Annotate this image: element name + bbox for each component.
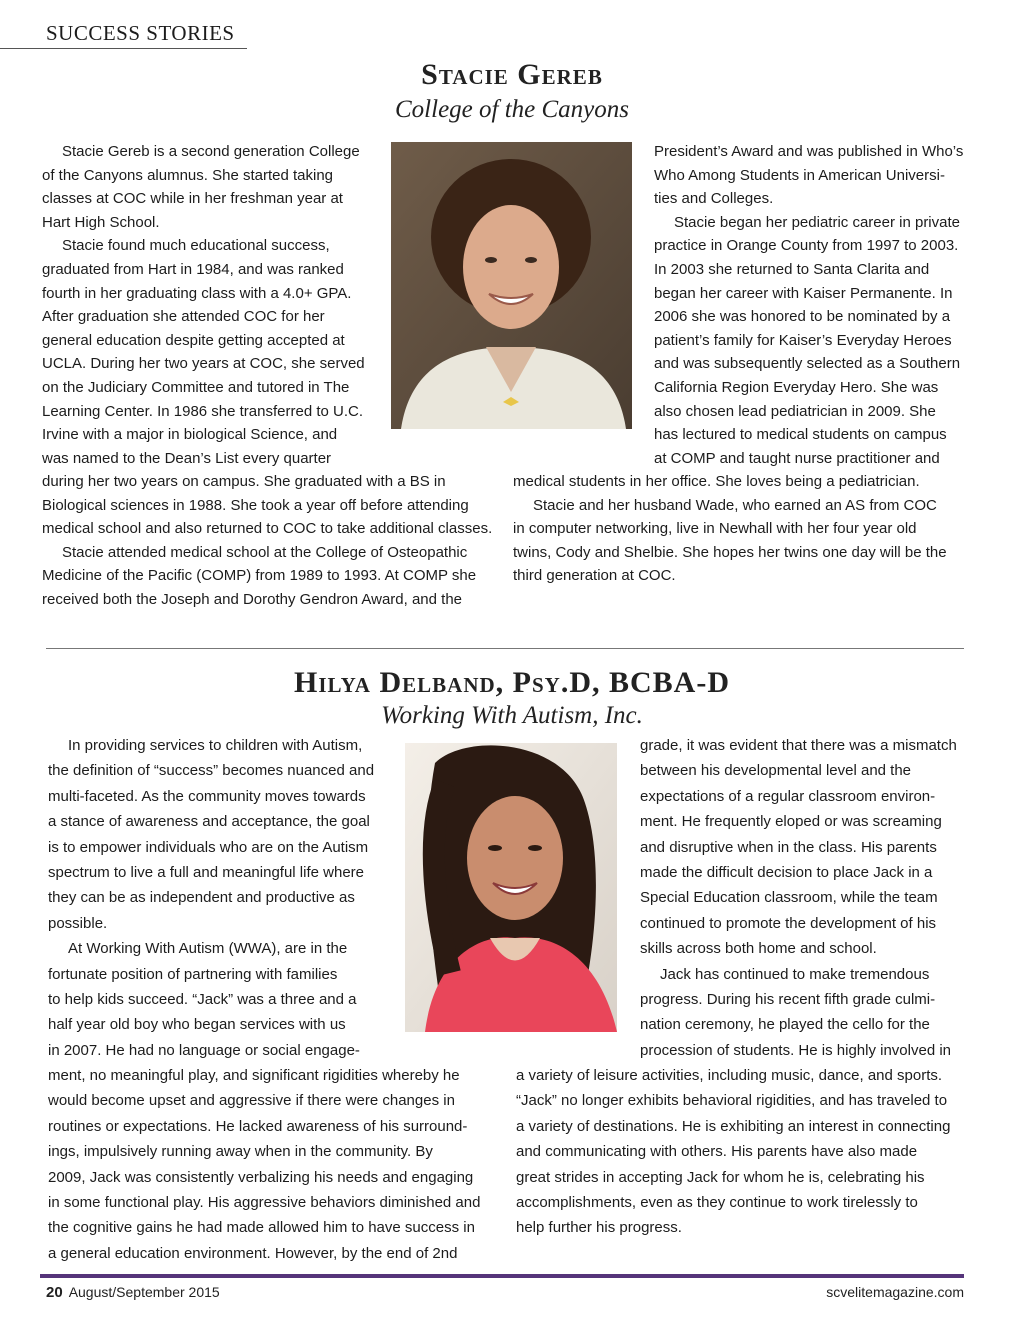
text-line: also chosen lead pediatrician in 2009. She bbox=[654, 402, 936, 420]
text-line: At Working With Autism (WWA), are in the bbox=[68, 940, 348, 958]
text-line: classes at COC while in her freshman year at bbox=[42, 190, 343, 208]
text-line: a stance of awareness and acceptance, the goal bbox=[48, 813, 370, 831]
text-line: multi-faceted. As the community moves towards bbox=[48, 787, 366, 805]
text-line: began her career with Kaiser Permanente. In bbox=[654, 284, 953, 302]
text-line: ment, no meaningful play, and significant rigidities whereby he bbox=[48, 1067, 460, 1084]
text-line: “Jack” no longer exhibits behavioral rigidities, and has traveled to bbox=[516, 1092, 948, 1110]
text-line: would become upset and aggressive if there were changes in bbox=[48, 1092, 455, 1110]
text-line: practice in Orange County from 1997 to 2003. bbox=[654, 237, 959, 255]
story2-left-wide-column bbox=[48, 1063, 495, 1266]
text-line: of the Canyons alumnus. She started taking bbox=[42, 166, 334, 184]
text-line: procession of students. He is highly involved in bbox=[640, 1041, 952, 1059]
section-divider bbox=[46, 648, 964, 649]
text-line: received both the Joseph and Dorothy Gendron Award, and the bbox=[42, 590, 463, 608]
text-line: during her two years on campus. She graduated with a BS in bbox=[42, 473, 446, 490]
text-line: and communicating with others. His parents have also made bbox=[516, 1143, 918, 1161]
text-line: general education despite getting accepted at bbox=[42, 331, 345, 349]
text-line: Biological sciences in 1988. She took a year off before attending bbox=[42, 496, 469, 514]
text-line: accomplishments, even as they continue to work tirelessly to bbox=[516, 1194, 918, 1212]
text-line: Jack has continued to make tremendous bbox=[660, 965, 930, 983]
text-line: 2006 she was honored to be nominated by a bbox=[654, 308, 951, 326]
text-line: a variety of destinations. He is exhibiting an interest in connecting bbox=[516, 1117, 951, 1135]
text-line: Stacie and her husband Wade, who earned an AS from COC bbox=[533, 496, 937, 514]
text-line: In providing services to children with Autism, bbox=[68, 737, 363, 754]
footer-bar bbox=[40, 1274, 964, 1278]
stacie-gereb-photo bbox=[391, 142, 632, 429]
page-number: 20 bbox=[46, 1284, 63, 1301]
text-line: California Region Everyday Hero. She was bbox=[654, 378, 939, 396]
text-line: a variety of leisure activities, including music, dance, and sports. bbox=[516, 1067, 943, 1084]
text-line: In 2003 she returned to Santa Clarita and bbox=[654, 260, 930, 278]
text-line: Who Among Students in American Universi- bbox=[654, 166, 945, 184]
text-line: 2009, Jack was consistently verbalizing his needs and engaging bbox=[48, 1168, 474, 1186]
text-line: fourth in her graduating class with a 4.0+ GPA. bbox=[42, 284, 352, 302]
text-line: graduated from Hart in 1984, and was ranked bbox=[42, 260, 344, 278]
text-line: routines or expectations. He lacked awareness of his surround- bbox=[48, 1117, 468, 1135]
text-line: continued to promote the development of his bbox=[640, 914, 937, 932]
text-line: ment. He frequently eloped or was screaming bbox=[640, 813, 942, 831]
issue-date: August/September 2015 bbox=[68, 1284, 220, 1300]
story1-right-wide-column bbox=[513, 470, 963, 588]
text-line: Hart High School. bbox=[42, 213, 160, 231]
text-line: medical school and also returned to COC to take additional classes. bbox=[42, 520, 493, 538]
text-line: Learning Center. In 1986 she transferred to U.C. bbox=[42, 402, 364, 420]
text-line: in some functional play. His aggressive behaviors diminished and bbox=[48, 1194, 481, 1212]
text-line: great strides in accepting Jack for whom he is, celebrating his bbox=[516, 1168, 925, 1186]
text-line: third generation at COC. bbox=[513, 567, 676, 585]
text-line: the definition of “success” becomes nuanced and bbox=[48, 762, 375, 780]
text-line: on the Judiciary Committee and tutored in The bbox=[42, 378, 350, 396]
text-line: they can be as independent and productive as bbox=[48, 889, 355, 907]
text-line: half year old boy who began services with us bbox=[48, 1016, 346, 1034]
story1-name: Stacie Gereb bbox=[421, 58, 603, 91]
text-line: medical students in her office. She loves being a pediatrician. bbox=[513, 473, 920, 490]
story2-right-wide-column bbox=[516, 1063, 963, 1241]
text-line: possible. bbox=[48, 914, 108, 932]
text-line: fortunate position of partnering with families bbox=[48, 965, 338, 983]
text-line: After graduation she attended COC for her bbox=[42, 308, 325, 326]
text-line: and was subsequently selected as a Southern bbox=[654, 355, 961, 373]
text-line: has lectured to medical students on campus bbox=[654, 426, 947, 444]
story1-left-wide-column bbox=[42, 470, 491, 612]
text-line: twins, Cody and Shelbie. She hopes her twins one day will be the bbox=[513, 543, 947, 561]
text-line: between his developmental level and the bbox=[640, 762, 912, 780]
text-line: progress. During his recent fifth grade culmi- bbox=[640, 991, 936, 1009]
text-line: Stacie found much educational success, bbox=[62, 237, 330, 255]
text-line: nation ceremony, he played the cello for the bbox=[640, 1016, 930, 1034]
text-line: grade, it was evident that there was a mismatch bbox=[640, 737, 957, 754]
text-line: skills across both home and school. bbox=[640, 940, 877, 958]
text-line: and disruptive when in the class. His parents bbox=[640, 838, 937, 856]
text-line: the cognitive gains he had made allowed him to have success in bbox=[48, 1219, 475, 1237]
text-line: made the difficult decision to place Jack in a bbox=[640, 864, 933, 882]
text-line: Special Education classroom, while the team bbox=[640, 889, 938, 907]
text-line: is to empower individuals who are on the Autism bbox=[48, 838, 369, 856]
footer-website: scvelitemagazine.com bbox=[826, 1284, 964, 1300]
text-line: in 2007. He had no language or social engage- bbox=[48, 1041, 360, 1059]
hilya-delband-photo bbox=[405, 743, 617, 1032]
text-line: at COMP and taught nurse practitioner and bbox=[654, 449, 940, 467]
story2-left-column bbox=[48, 733, 382, 1063]
text-line: Stacie began her pediatric career in private bbox=[674, 213, 960, 231]
text-line: in computer networking, live in Newhall with her four year old bbox=[513, 520, 917, 538]
text-line: President’s Award and was published in Who’s bbox=[654, 143, 964, 160]
story2-right-column bbox=[640, 733, 963, 1063]
story1-org: College of the Canyons bbox=[395, 96, 629, 123]
story2-org: Working With Autism, Inc. bbox=[381, 702, 643, 729]
text-line: Stacie Gereb is a second generation College bbox=[62, 143, 360, 160]
text-line: help further his progress. bbox=[516, 1219, 682, 1237]
text-line: was named to the Dean’s List every quarter bbox=[42, 449, 332, 467]
text-line: Irvine with a major in biological Science, and bbox=[42, 426, 338, 444]
story2-name: Hilya Delband, Psy.D, BCBA-D bbox=[293, 666, 730, 699]
story1-left-column bbox=[42, 140, 368, 470]
story1-right-column bbox=[654, 140, 963, 470]
text-line: to help kids succeed. “Jack” was a three and a bbox=[48, 991, 357, 1009]
text-line: a general education environment. However, by the end of 2nd bbox=[48, 1244, 458, 1262]
text-line: ings, impulsively running away when in the community. By bbox=[48, 1143, 433, 1161]
text-line: spectrum to live a full and meaningful life where bbox=[48, 864, 364, 882]
section-label: SUCCESS STORIES bbox=[0, 18, 247, 49]
footer-issue bbox=[46, 1284, 220, 1301]
text-line: Stacie attended medical school at the College of Osteopathic bbox=[62, 543, 468, 561]
text-line: ties and Colleges. bbox=[654, 190, 774, 208]
text-line: patient’s family for Kaiser’s Everyday Heroes bbox=[654, 331, 952, 349]
text-line: expectations of a regular classroom environ- bbox=[640, 787, 936, 805]
text-line: Medicine of the Pacific (COMP) from 1989 to 1993. At COMP she bbox=[42, 567, 477, 585]
text-line: UCLA. During her two years at COC, she served bbox=[42, 355, 365, 373]
